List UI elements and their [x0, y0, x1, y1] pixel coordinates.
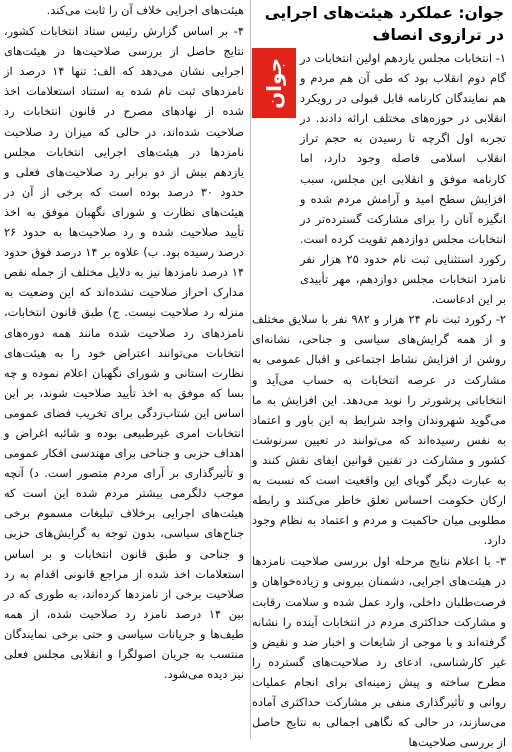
column-divider [250, 0, 251, 739]
paragraph-2: ۲- رکورد ثبت نام ۲۴ هزار و ۹۸۲ نفر با سلایق مختلف و از همه گرایش‌های سیاسی و جناحی، نشانه‌ای روشن از افزایش نشاط اجتماعی و اقبال عمومی به مشارکت در عرصه انتخابات به حساب می‌آید و انتخاباتی پرشورتر را نوید می‌دهد. این افزایش به ما می‌گوید شهروندان واجد شرایط به این باور و اعتماد به نفس رسیده‌اند که می‌توانند در تعیین سرنوشت کشور و مشارکت در تقنین قوانین ایفای نقش کنند و به عبارت دیگر گویای این واقعیت است که نسبت به ارکان حکومت احساس تعلق خاطر می‌کنند و رابطه مطلوبی میان حاکمیت و مردم و اعتماد به نظام وجود دارد. [252, 312, 506, 548]
right-column [252, 0, 506, 750]
paragraph-4: ۴- بر اساس گزارش رئیس ستاد انتخابات کشور، نتایج حاصل از بررسی صلاحیت‌ها در هیئت‌های اجرایی نشان می‌دهد که الف: تنها ۱۴ درصد از نامزدهای ثبت نام شده به استناد استعلامات اخذ شده از نهادهای مصرح در قانون انتخابات رد صلاحیت شده‌اند، در حالی که میزان رد صلاحیت نامزدها در هیئت‌های اجرایی انتخابات مجلس یازدهم بیش از دو برابر رد صلاحیت‌های فعلی و حدود ۳۰ درصد بوده است که برخی از آن در هیئت‌های نظارت و شورای نگهبان موفق به اخذ تأیید صلاحیت شده و رد صلاحیت‌ها به حدود ۲۶ درصد رسیده بود. ب) علاوه بر ۱۴ درصد فوق حدود ۱۴ درصد نامزدها نیز به دلایل مختلف از جمله نقص مدارک احراز صلاحیت نشده‌اند که این وضعیت به منزله رد صلاحیت نیست. ج) طبق قانون انتخابات، نامزدهای رد صلاحیت شده مانند همه دوره‌های انتخابات می‌توانند اعتراض خود را به هیئت‌های نظارت استانی و شورای نگهبان اعلام نموده و چه بسا که موفق به اخذ تأیید صلاحیت شوند، بر این اساس این شتاب‌زدگی برای تخریب فضای عمومی انتخابات امری غیرطبیعی بوده و شائبه اغراض و اهداف حزبی و جناحی برای مهندسی افکار عمومی و تأثیرگذاری بر آرای مردم متصور است. د) آنچه موجب دلگرمی بیشتر مردم شده این است که هیئت‌های اجرایی برخلاف تبلیغات مسموم برخی جناح‌های سیاسی، بدون توجه به گرایش‌های حزبی و جناحی و طبق قانون انتخابات و بر اساس استعلامات اخذ شده از مراجع قانونی اقدام به رد صلاحیت برخی از نامزدها کرده‌اند، به طوری که در بین ۱۴ درصد نامزد رد صلاحیت شده، از همه طیف‌ها و جریانات سیاسی و حتی برخی نمایندگان منتسب به جریان اصولگرا و انقلابی مجلس فعلی نیز دیده می‌شود. [4, 24, 245, 682]
paragraph-continuation: هیئت‌های اجرایی خلاف آن را ثابت می‌کند. [46, 3, 244, 17]
paragraph-1: ۱- انتخابات مجلس یازدهم اولین انتخابات در گام دوم انقلاب بود که طی آن هم مردم و هم نمایندگان کارنامه قابل قبولی در رویکرد انقلابی در حوزه‌های مختلف ارائه دادند. در تجربه اول اگرچه تا رسیدن به حجم تراز انقلاب اسلامی فاصله وجود دارد، اما کارنامه موفق و انقلابی این مجلس، سبب افزایش سطح امید و آرامش مردم شده و انگیزه آنان را برای مشارکت گسترده‌تر در انتخابات مجلس دوازدهم تقویت کرده است. رکورد استثنایی ثبت نام حدود ۲۵ هزار نفر نامزد انتخابات مجلس دوازدهم، مهر تأییدی بر این ادعاست. [300, 51, 506, 307]
paragraph-3: ۳- با اعلام نتایج مرحله اول بررسی صلاحیت نامزدها در هیئت‌های اجرایی، دشمنان بیرونی و زیاده‌خواهان و فرصت‌طلبان داخلی، وارد عمل شده و سلامت رقابت و مشارکت حداکثری مردم در انتخابات آینده را نشانه گرفته‌اند و با موجی از شایعات و اخبار ضد و نقیض و غیر کارشناسی، ادعای رد صلاحیت‌های گسترده را مطرح ساخته و پیش زمینه‌ای برای انجام عملیات روانی و تأثیرگذاری منفی بر مشارکت حداکثری آماده می‌سازند، در حالی که نگاهی اجمالی به نتایج حاصل از بررسی صلاحیت‌ها [252, 554, 506, 750]
left-column [4, 0, 244, 739]
lead-block [252, 48, 506, 309]
logo-text: جوان [262, 57, 286, 109]
article-headline: جوان: عملکرد هیئت‌های اجرایی در ترازوی انصاف [264, 4, 504, 44]
javan-logo [252, 48, 296, 118]
